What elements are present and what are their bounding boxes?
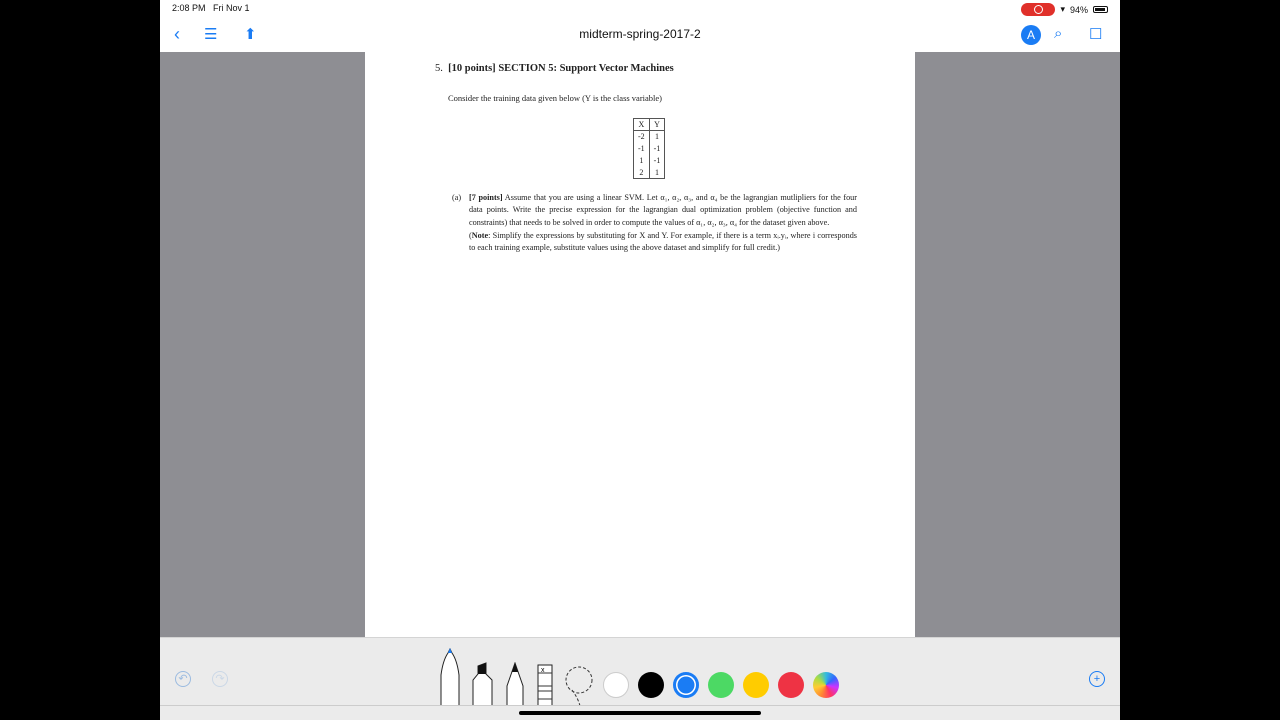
color-white[interactable] xyxy=(603,672,629,698)
color-blue-selected[interactable] xyxy=(673,672,699,698)
ipad-screen xyxy=(160,0,1120,720)
pdf-page xyxy=(365,52,915,637)
color-red[interactable] xyxy=(778,672,804,698)
color-black[interactable] xyxy=(638,672,664,698)
battery-icon xyxy=(1093,6,1108,13)
document-title: midterm-spring-2017-2 xyxy=(579,27,701,41)
pencil-tool[interactable] xyxy=(506,662,524,706)
table-row: -2 1 xyxy=(634,131,665,143)
redo-icon[interactable]: ↷ xyxy=(212,671,228,687)
table-row: 1 -1 xyxy=(634,155,665,167)
home-indicator-area xyxy=(160,705,1120,720)
status-time: 2:08 PM Fri Nov 1 xyxy=(172,3,250,13)
search-icon[interactable]: ⌕ xyxy=(1054,25,1063,42)
bookmark-icon[interactable]: ☐ xyxy=(1089,26,1103,43)
document-viewer[interactable] xyxy=(160,52,1120,637)
part-a: (a) [7 points] Assume that you are using a linear SVM. Let α₁, α₂, α₃, and α₄ be the lagrangian mutlipliers for the four data points. Write the precise expression for the lagrangian dual optimization problem (objective function and constraints) that needs to be solved in order to compute the values of α₁, α₂, α₃, α₄ for the dataset given above. (Note: Simplify the expressions by substituting for X and Y. For example, if there is a term xᵢ.yᵢ, where i corresponds to each training example, substitute values using the above dataset and simplify for full credit.) xyxy=(452,193,857,253)
color-yellow[interactable] xyxy=(743,672,769,698)
header-x: X xyxy=(634,119,650,131)
markup-pen-icon[interactable]: A xyxy=(1021,25,1041,45)
screen-recording-icon[interactable] xyxy=(1021,3,1055,16)
navigation-bar xyxy=(160,22,1120,52)
header-y: Y xyxy=(649,119,665,131)
color-green[interactable] xyxy=(708,672,734,698)
marker-tool[interactable] xyxy=(472,662,494,706)
table-row: 2 1 xyxy=(634,167,665,179)
undo-icon[interactable]: ↶ xyxy=(175,671,191,687)
question-heading: 5. [10 points] SECTION 5: Support Vector Machines xyxy=(435,63,674,74)
battery-percent: 94% xyxy=(1069,4,1088,15)
table-row: -1 -1 xyxy=(634,143,665,155)
wifi-icon: ▾ xyxy=(1060,4,1065,14)
share-icon[interactable]: ⬆ xyxy=(244,26,257,43)
lasso-tool[interactable] xyxy=(564,666,594,706)
eraser-tool[interactable] xyxy=(537,664,553,706)
list-icon[interactable]: ☰ xyxy=(204,26,218,43)
status-indicators xyxy=(1021,3,1108,16)
color-picker-icon[interactable] xyxy=(813,672,839,698)
markup-toolbar xyxy=(160,637,1120,705)
pen-tool[interactable] xyxy=(438,645,462,706)
svg-text:x: x xyxy=(541,667,545,674)
question-intro: Consider the training data given below (Y is the class variable) xyxy=(448,93,663,103)
add-icon[interactable]: + xyxy=(1089,671,1105,687)
back-chevron-icon[interactable]: ‹ xyxy=(174,24,180,44)
training-data-table xyxy=(633,118,665,179)
home-indicator[interactable] xyxy=(519,711,761,715)
